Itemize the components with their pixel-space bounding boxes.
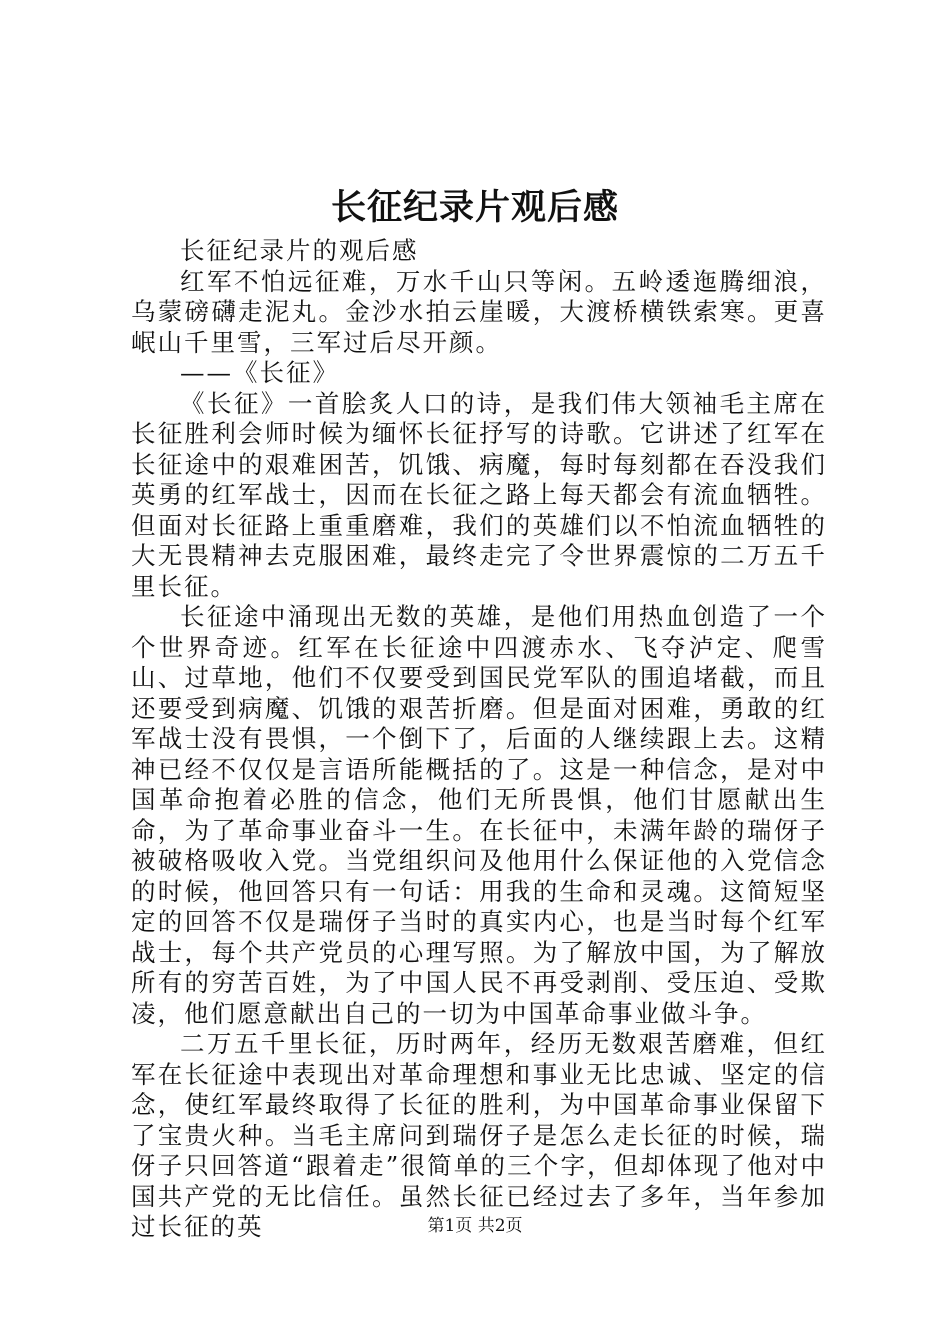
- poem-attribution: ——《长征》: [180, 358, 339, 387]
- subtitle-paragraph: 长征纪录片的观后感: [180, 236, 419, 265]
- page-number-footer: 第1页 共2页: [427, 1216, 523, 1236]
- body-paragraph: 《长征》一首脍炙人口的诗，是我们伟大领袖毛主席在长征胜利会师时候为缅怀长征抒写的诗歌。它讲述了红军在长征途中的艰难困苦，饥饿、病魔，每时每刻都在吞没我们英勇的红军战士，因而在长征之路上每天都会有流血牺牲。但面对长征路上重重磨难，我们的英雄们以不怕流血牺牲的大无畏精神去克服困难，最终走完了令世界震惊的二万五千里长征。: [131, 388, 827, 601]
- body-paragraph: 二万五千里长征，历时两年，经历无数艰苦磨难，但红军在长征途中表现出对革命理想和事业无比忠诚、坚定的信念，使红军最终取得了长征的胜利，为中国革命事业保留下了宝贵火种。当毛主席问到瑞伢子是怎么走长征的时候，瑞伢子只回答道“跟着走”很简单的三个字，但却体现了他对中国共产党的无比信任。虽然长征已经过去了多年，当年参加过长征的英: [131, 1029, 827, 1241]
- document-title: 长征纪录片观后感: [330, 187, 619, 228]
- body-paragraph: 长征途中涌现出无数的英雄，是他们用热血创造了一个个世界奇迹。红军在长征途中四渡赤水、飞夺泸定、爬雪山、过草地，他们不仅要受到国民党军队的围追堵截，而且还要受到病魔、饥饿的艰苦折磨。但是面对困难，勇敢的红军战士没有畏惧，一个倒下了，后面的人继续跟上去。这精神已经不仅仅是言语所能概括的了。这是一种信念，是对中国革命抱着必胜的信念，他们无所畏惧，他们甘愿献出生命，为了革命事业奋斗一生。在长征中，未满年龄的瑞伢子被破格吸收入党。当党组织问及他用什么保证他的入党信念的时候，他回答只有一句话：用我的生命和灵魂。这简短坚定的回答不仅是瑞伢子当时的真实内心，也是当时每个红军战士，每个共产党员的心理写照。为了解放中国，为了解放所有的穷苦百姓，为了中国人民不再受剥削、受压迫、受欺凌，他们愿意献出自己的一切为中国革命事业做斗争。: [131, 602, 827, 1028]
- poem-paragraph: 红军不怕远征难，万水千山只等闲。五岭逶迤腾细浪，乌蒙磅礴走泥丸。金沙水拍云崖暖，大渡桥横铁索寒。更喜岷山千里雪，三军过后尽开颜。: [131, 266, 827, 357]
- document-body: [131, 236, 827, 1243]
